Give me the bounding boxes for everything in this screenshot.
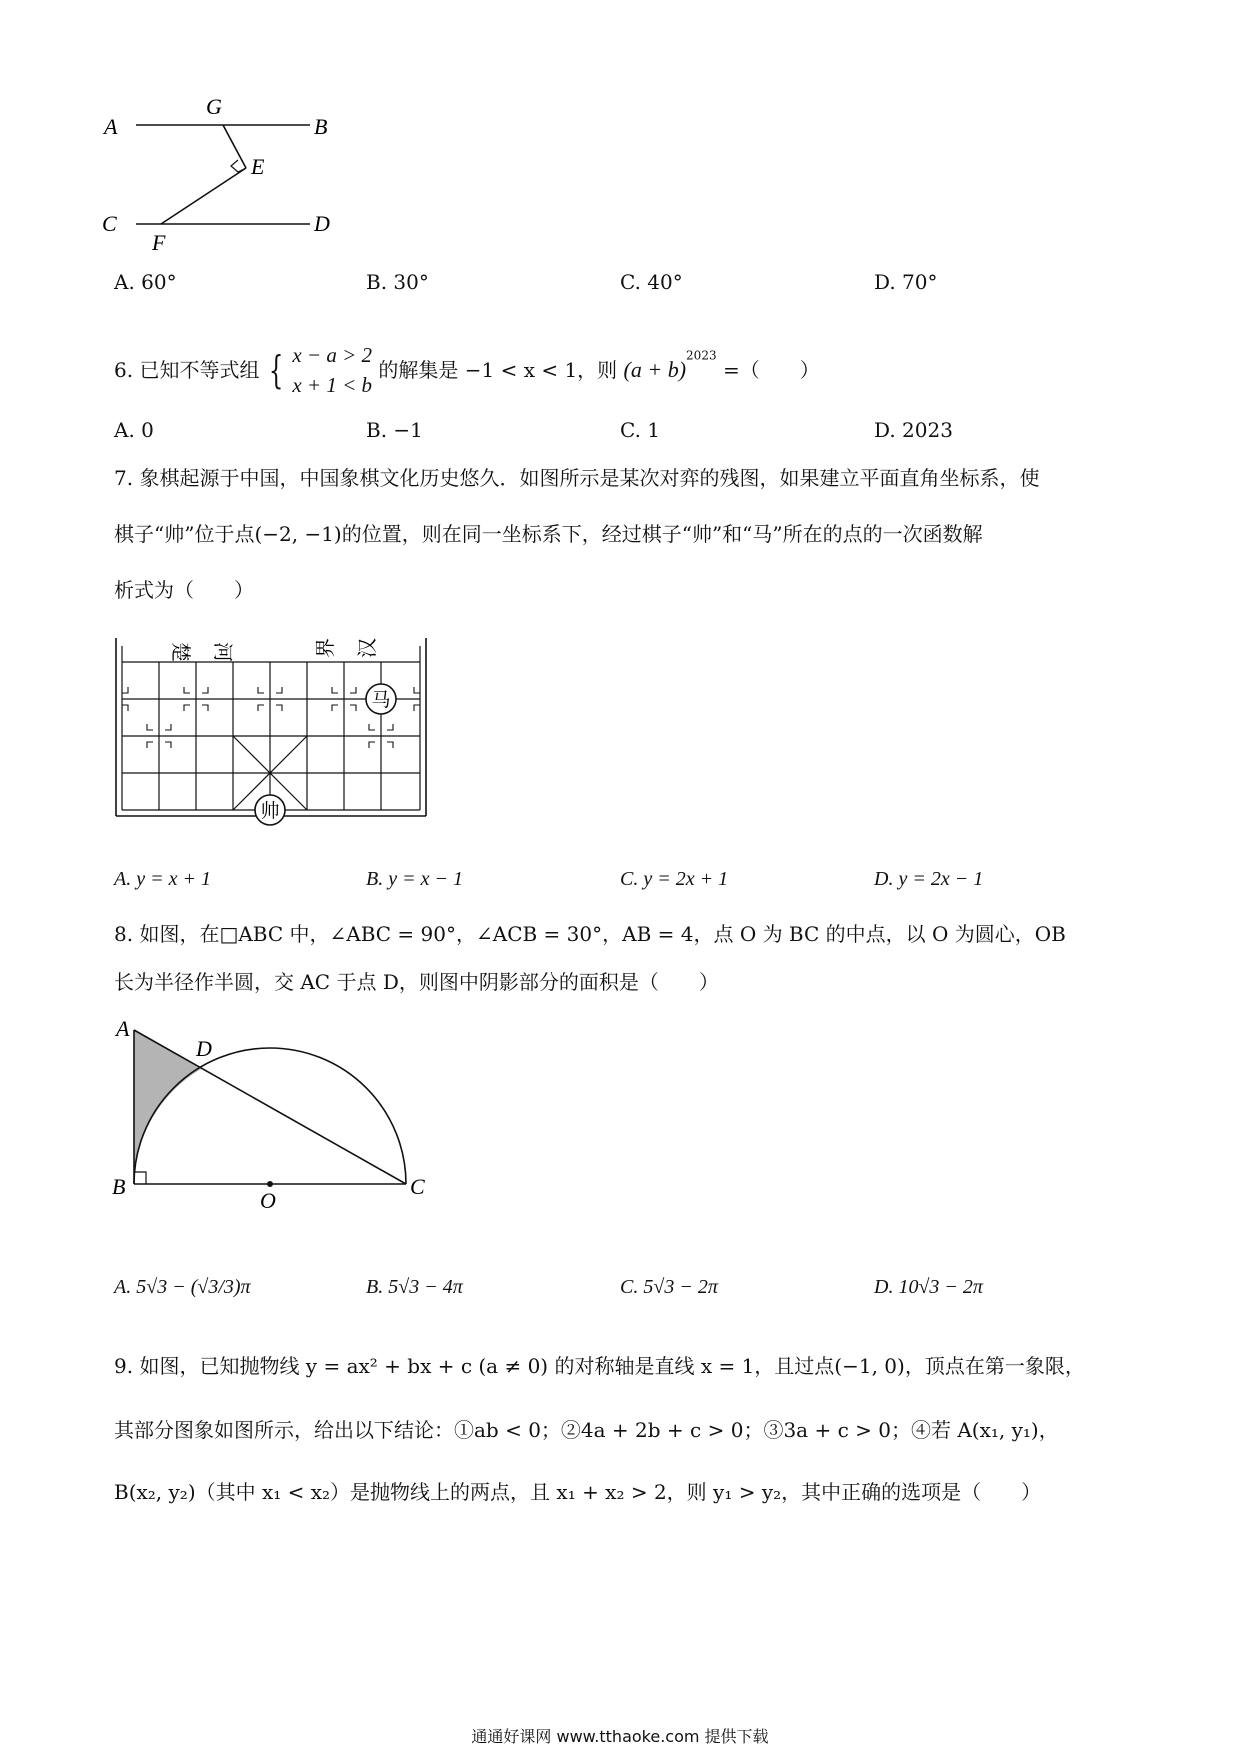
page-footer: 通通好课网 www.tthaoke.com 提供下载 — [471, 1727, 769, 1746]
label-A: A — [104, 114, 118, 139]
label-F: F — [152, 230, 166, 255]
q5-option-d: D. 70° — [874, 270, 938, 294]
q6-exponent: 2023 — [686, 348, 717, 363]
river-text-han: 汉 — [357, 638, 379, 658]
q9-line3: B(x₂, y₂)（其中 x₁ < x₂）是抛物线上的两点，且 x₁ + x₂ > 2，则 y₁ > y₂，其中正确的选项是（ ） — [114, 1480, 1042, 1504]
label-C: C — [102, 211, 117, 236]
semicircle-triangle-figure — [104, 1012, 444, 1212]
piece-shuai: 帅 — [260, 801, 280, 822]
q9-line2: 其部分图象如图所示，给出以下结论：①ab < 0；②4a + 2b + c > 0；③3a + c > 0；④若 A(x₁, y₁)， — [114, 1418, 1059, 1442]
river-text-he: 河 — [211, 642, 233, 662]
q6-expression: (a + b) — [623, 357, 687, 382]
q7-line1: 7. 象棋起源于中国，中国象棋文化历史悠久．如图所示是某次对弈的残图，如果建立平面直角坐标系，使 — [114, 466, 1040, 490]
q6-mid: 的解集是 −1 < x < 1，则 — [378, 358, 618, 382]
q7-option-a: A. y = x + 1 — [114, 868, 211, 890]
q7-option-b: B. y = x − 1 — [366, 868, 463, 890]
q7-option-d: D. y = 2x − 1 — [874, 868, 984, 890]
q6-suffix: =（ ） — [722, 358, 820, 382]
q5-option-a: A. 60° — [114, 270, 177, 294]
q6-option-d: D. 2023 — [874, 418, 953, 442]
q8-option-a: A. 5√3 − (√3/3)π — [114, 1276, 251, 1298]
river-text-chu: 楚 — [169, 642, 191, 662]
q9-line1: 9. 如图，已知抛物线 y = ax² + bx + c (a ≠ 0) 的对称轴是直线 x = 1，且过点(−1, 0)，顶点在第一象限， — [114, 1354, 1085, 1378]
chess-board-figure — [112, 638, 432, 828]
label-G: G — [206, 94, 222, 119]
label-A: A — [116, 1016, 130, 1041]
q6-prefix: 6. 已知不等式组 — [114, 358, 260, 382]
q8-option-c: C. 5√3 − 2π — [620, 1276, 718, 1298]
q6-stem: 6. 已知不等式组 { x − a > 2 x + 1 < b 的解集是 −1 < x < 1，则 $(a + b)^{2023}$ =（ ） — [114, 340, 820, 400]
parallel-lines-figure — [100, 90, 380, 260]
q8-option-b: B. 5√3 − 4π — [366, 1276, 463, 1298]
label-B: B — [314, 114, 328, 139]
q6-system-row1: x − a > 2 — [292, 343, 373, 367]
q6-option-c: C. 1 — [620, 418, 661, 442]
q7-line2: 棋子“帅”位于点(−2, −1)的位置，则在同一坐标系下，经过棋子“帅”和“马”所在的点的一次函数解 — [114, 522, 983, 546]
q6-option-b: B. −1 — [366, 418, 423, 442]
piece-ma: 马 — [371, 690, 391, 711]
label-D: D — [314, 211, 330, 236]
q6-system-row2: x + 1 < b — [292, 373, 373, 397]
q5-option-b: B. 30° — [366, 270, 429, 294]
q7-line3: 析式为（ ） — [114, 578, 254, 602]
q8-line1: 8. 如图，在□ABC 中，∠ABC = 90°，∠ACB = 30°，AB = 4，点 O 为 BC 的中点，以 O 为圆心，OB — [114, 922, 1066, 946]
river-text-jie: 界 — [315, 638, 337, 658]
label-D: D — [196, 1036, 212, 1061]
q8-line2: 长为半径作半圆，交 AC 于点 D，则图中阴影部分的面积是（ ） — [114, 970, 719, 994]
label-O: O — [260, 1188, 276, 1212]
label-B: B — [112, 1174, 126, 1199]
q6-option-a: A. 0 — [114, 418, 154, 442]
label-E: E — [251, 154, 265, 179]
q8-option-d: D. 10√3 − 2π — [874, 1276, 983, 1298]
label-C: C — [410, 1174, 425, 1199]
q5-option-c: C. 40° — [620, 270, 683, 294]
q7-option-c: C. y = 2x + 1 — [620, 868, 729, 890]
